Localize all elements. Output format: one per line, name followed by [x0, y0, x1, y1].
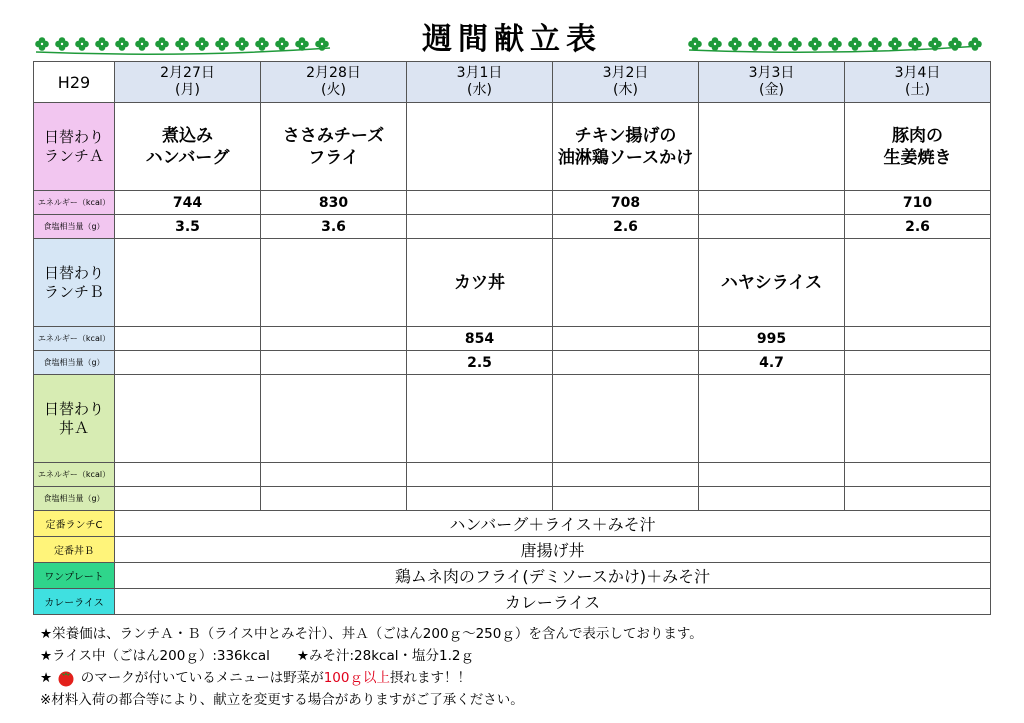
clover-icon	[708, 37, 722, 51]
dish-cell: ハヤシライス	[699, 239, 845, 327]
header-row	[34, 62, 991, 103]
lunch-a-dish-row	[34, 103, 991, 191]
salt-value	[845, 351, 991, 375]
dish-cell: チキン揚げの 油淋鶏ソースかけ	[553, 103, 699, 191]
kcal-value: 830	[261, 191, 407, 215]
note-rice-miso: ★ライス中（ごはん200ｇ）:336kcal ★みそ汁:28kcal・塩分1.2ｇ	[40, 648, 474, 664]
kcal-value: 708	[553, 191, 699, 215]
notes	[40, 623, 703, 711]
dish-cell: カツ丼	[407, 239, 553, 327]
clover-icon	[948, 37, 962, 51]
clover-icon	[888, 37, 902, 51]
salt-value: 2.6	[553, 215, 699, 239]
dish-cell: 煮込み ハンバーグ	[115, 103, 261, 191]
salt-value: 4.7	[699, 351, 845, 375]
clover-border-left-icon	[34, 34, 332, 56]
energy-label: エネルギー（kcal）	[34, 463, 115, 487]
dish-cell	[115, 375, 261, 463]
dish-cell: 豚肉の 生姜焼き	[845, 103, 991, 191]
note-disclaimer: ※材料入荷の都合等により、献立を変更する場合がありますがご了承ください。	[40, 692, 524, 708]
clover-icon	[788, 37, 802, 51]
dish-cell	[261, 239, 407, 327]
lunch-b-energy-row	[34, 327, 991, 351]
kcal-value	[553, 327, 699, 351]
clover-icon	[195, 37, 209, 51]
tomato-icon	[56, 669, 76, 687]
lunch-a-energy-row	[34, 191, 991, 215]
year-cell: H29	[34, 62, 115, 103]
clover-icon	[175, 37, 189, 51]
day-header: 2月28日 (火)	[261, 62, 407, 103]
dish-cell	[553, 239, 699, 327]
kcal-value	[699, 191, 845, 215]
fixed-don-b-value: 唐揚げ丼	[115, 537, 991, 563]
kcal-value	[261, 327, 407, 351]
dish-cell	[845, 239, 991, 327]
don-a-dish-row	[34, 375, 991, 463]
kcal-value: 744	[115, 191, 261, 215]
salt-label: 食塩相当量（g）	[34, 487, 115, 511]
salt-value	[407, 215, 553, 239]
clover-icon	[728, 37, 742, 51]
dish-cell: ささみチーズ フライ	[261, 103, 407, 191]
clover-icon	[768, 37, 782, 51]
fixed-lunch-c-value: ハンバーグ＋ライス＋みそ汁	[115, 511, 991, 537]
curry-label: カレーライス	[34, 589, 115, 615]
lunch-a-salt-row	[34, 215, 991, 239]
salt-value: 3.6	[261, 215, 407, 239]
clover-icon	[828, 37, 842, 51]
salt-value: 2.5	[407, 351, 553, 375]
dish-cell	[699, 103, 845, 191]
salt-value: 2.6	[845, 215, 991, 239]
clover-icon	[748, 37, 762, 51]
dish-cell	[115, 239, 261, 327]
day-header: 3月3日 (金)	[699, 62, 845, 103]
clover-icon	[908, 37, 922, 51]
salt-label: 食塩相当量（g）	[34, 215, 115, 239]
kcal-value	[845, 327, 991, 351]
kcal-value	[407, 191, 553, 215]
kcal-value	[115, 327, 261, 351]
dish-cell	[261, 375, 407, 463]
dish-cell	[553, 375, 699, 463]
clover-icon	[35, 37, 49, 51]
dish-cell	[407, 103, 553, 191]
salt-value	[115, 351, 261, 375]
fixed-lunch-c-row	[34, 511, 991, 537]
curry-row	[34, 589, 991, 615]
clover-icon	[55, 37, 69, 51]
fixed-lunch-c-label: 定番ランチC	[34, 511, 115, 537]
lunch-b-dish-row	[34, 239, 991, 327]
note-vegetable: ★ のマークが付いているメニューは野菜が100ｇ以上摂れます！！	[40, 670, 471, 686]
salt-value: 3.5	[115, 215, 261, 239]
salt-label: 食塩相当量（g）	[34, 351, 115, 375]
note-nutrition: ★栄養価は、ランチＡ・Ｂ（ライス中とみそ汁）、丼Ａ（ごはん200ｇ～250ｇ）を含んで表示しております。	[40, 626, 703, 642]
lunch-b-label: 日替わり ランチＢ	[34, 239, 115, 327]
day-header: 3月2日 (木)	[553, 62, 699, 103]
clover-icon	[868, 37, 882, 51]
curry-value: カレーライス	[115, 589, 991, 615]
dish-cell	[699, 375, 845, 463]
salt-value	[553, 351, 699, 375]
don-a-energy-row	[34, 463, 991, 487]
clover-icon	[115, 37, 129, 51]
salt-value	[699, 215, 845, 239]
one-plate-value: 鶏ムネ肉のフライ(デミソースかけ)＋みそ汁	[115, 563, 991, 589]
clover-icon	[135, 37, 149, 51]
lunch-b-salt-row	[34, 351, 991, 375]
one-plate-label: ワンプレート	[34, 563, 115, 589]
fixed-don-b-row	[34, 537, 991, 563]
energy-label: エネルギー（kcal）	[34, 327, 115, 351]
kcal-value: 710	[845, 191, 991, 215]
fixed-don-b-label: 定番丼Ｂ	[34, 537, 115, 563]
clover-icon	[848, 37, 862, 51]
kcal-value: 995	[699, 327, 845, 351]
clover-icon	[255, 37, 269, 51]
don-a-salt-row	[34, 487, 991, 511]
dish-cell	[845, 375, 991, 463]
day-header: 3月4日 (土)	[845, 62, 991, 103]
weekly-menu-table	[33, 61, 991, 615]
page-title: 週間献立表	[422, 22, 602, 57]
kcal-value: 854	[407, 327, 553, 351]
clover-icon	[235, 37, 249, 51]
clover-icon	[968, 37, 982, 51]
clover-border-right-icon	[687, 34, 983, 56]
clover-icon	[275, 37, 289, 51]
clover-icon	[155, 37, 169, 51]
energy-label: エネルギー（kcal）	[34, 191, 115, 215]
one-plate-row	[34, 563, 991, 589]
day-header: 3月1日 (水)	[407, 62, 553, 103]
don-a-label: 日替わり 丼Ａ	[34, 375, 115, 463]
clover-icon	[95, 37, 109, 51]
clover-icon	[75, 37, 89, 51]
clover-icon	[688, 37, 702, 51]
lunch-a-label: 日替わり ランチＡ	[34, 103, 115, 191]
clover-icon	[215, 37, 229, 51]
salt-value	[261, 351, 407, 375]
day-header: 2月27日 (月)	[115, 62, 261, 103]
clover-icon	[808, 37, 822, 51]
dish-cell	[407, 375, 553, 463]
